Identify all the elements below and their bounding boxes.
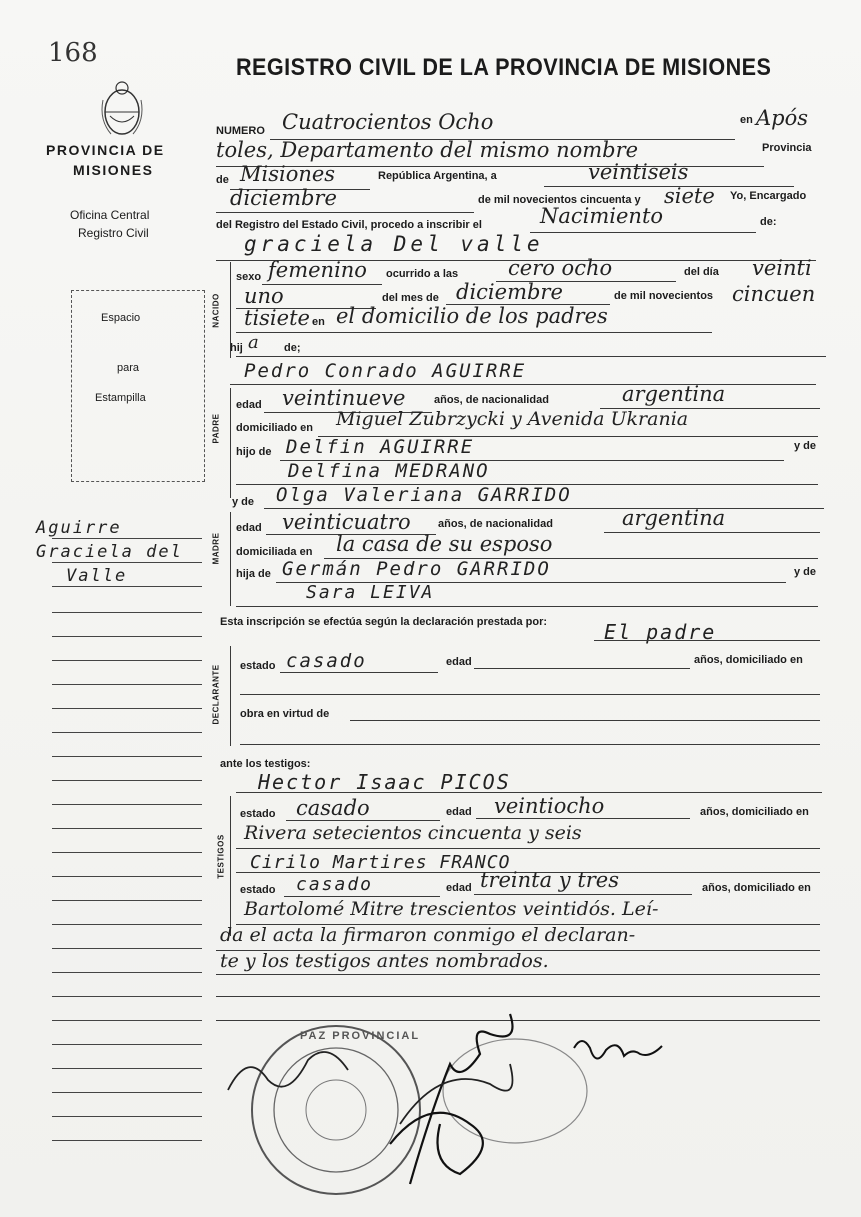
- label-hijo-de: hijo de: [236, 446, 272, 458]
- value-padre-edad: veintinueve: [282, 386, 406, 410]
- label-madre-edad: edad: [236, 522, 262, 534]
- signature-official-icon: [370, 1004, 540, 1194]
- label-t2-edad: edad: [446, 882, 472, 894]
- label-decl-anos-dom: años, domiciliado en: [694, 654, 803, 666]
- value-declarante: El padre: [604, 620, 717, 644]
- value-tipo: Nacimiento: [540, 204, 664, 228]
- value-anio-nac2: tisiete: [244, 306, 310, 330]
- margin-note-1: Aguirre: [36, 518, 122, 538]
- value-t1-dom: Rivera setecientos cincuenta y seis: [244, 822, 582, 844]
- label-inscripcion: Esta inscripción se efectúa según la declaración prestada por:: [220, 616, 548, 628]
- label-numero: NUMERO: [216, 125, 265, 137]
- value-t1-edad: veintiocho: [494, 794, 605, 818]
- value-t2-dom1: Bartolomé Mitre trescientos veintidós. Leí-: [244, 898, 659, 920]
- label-del-mes: del mes de: [382, 292, 439, 304]
- value-t2-dom3: te y los testigos antes nombrados.: [220, 950, 549, 972]
- value-madre-dom: la casa de su esposo: [336, 532, 553, 556]
- label-t1-edad: edad: [446, 806, 472, 818]
- value-t2-dom2: da el acta la firmaron conmigo el declaran-: [220, 924, 636, 946]
- value-padre: Pedro Conrado AGUIRRE: [244, 360, 527, 382]
- side-label-madre: MADRE: [211, 532, 221, 565]
- label-t1-anos-dom: años, domiciliado en: [700, 806, 809, 818]
- stamp-label-1: Espacio: [101, 312, 141, 324]
- label-del-dia: del día: [684, 266, 719, 278]
- label-yo-encargado: Yo, Encargado: [730, 190, 807, 202]
- label-hija-de: hija de: [236, 568, 271, 580]
- coat-of-arms-icon: [97, 80, 147, 138]
- value-testigo2: Cirilo Martires FRANCO: [250, 852, 511, 873]
- value-mes-nac: diciembre: [456, 280, 563, 304]
- value-madre: Olga Valeriana GARRIDO: [276, 484, 572, 506]
- label-padre-edad: edad: [236, 399, 262, 411]
- value-nombre: graciela Del valle: [244, 232, 544, 256]
- label-padre-anos-nac: años, de nacionalidad: [434, 394, 549, 406]
- value-numero: Cuatrocientos Ocho: [282, 110, 494, 134]
- value-t2-edad: treinta y tres: [480, 868, 620, 892]
- document-title: REGISTRO CIVIL DE LA PROVINCIA DE MISIONES: [236, 54, 772, 81]
- margin-note-3: Valle: [66, 566, 128, 586]
- label-en-nac: en: [312, 316, 325, 328]
- side-label-padre: PADRE: [211, 413, 221, 444]
- label-mil-nov2: de mil novecientos: [614, 290, 714, 302]
- province-name-2: MISIONES: [73, 162, 154, 178]
- seal-text: PAZ PROVINCIAL: [300, 1030, 421, 1042]
- value-dia-nac2: uno: [244, 284, 284, 308]
- value-provincia: Misiones: [240, 162, 336, 186]
- value-t2-estado: casado: [296, 874, 374, 895]
- stamp-label-2: para: [117, 362, 140, 374]
- value-dia: veintiseis: [588, 160, 689, 184]
- label-registro: del Registro del Estado Civil, procedo a inscribir el: [216, 219, 482, 231]
- value-hij-suffix: a: [248, 332, 259, 353]
- value-abuelo-p: Delfin AGUIRRE: [286, 436, 475, 458]
- value-anio: siete: [664, 184, 715, 208]
- label-de: de: [216, 174, 229, 186]
- value-lugar: toles, Departamento del mismo nombre: [216, 138, 639, 162]
- doc-number: 168: [48, 38, 98, 68]
- value-abuelo-m: Germán Pedro GARRIDO: [282, 558, 551, 580]
- margin-note-2: Graciela del: [36, 542, 183, 562]
- side-label-testigos: TESTIGOS: [216, 834, 226, 879]
- value-mes: diciembre: [230, 186, 337, 210]
- label-madre-domiciliada: domiciliada en: [236, 546, 313, 558]
- value-sexo: femenino: [268, 258, 367, 282]
- value-testigo1: Hector Isaac PICOS: [258, 770, 511, 794]
- stamp-label-3: Estampilla: [95, 392, 146, 404]
- label-padre-domiciliado: domiciliado en: [236, 422, 314, 434]
- value-decl-estado: casado: [286, 650, 367, 672]
- province-name-1: PROVINCIA DE: [46, 142, 165, 158]
- label-padre-y-de: y de: [794, 440, 817, 452]
- value-madre-edad: veinticuatro: [282, 510, 411, 534]
- label-hij: hij: [230, 342, 243, 354]
- side-label-declarante: DECLARANTE: [211, 664, 221, 725]
- office-line-2: Registro Civil: [78, 226, 149, 240]
- label-decl-edad: edad: [446, 656, 472, 668]
- label-t2-anos-dom: años, domiciliado en: [702, 882, 811, 894]
- label-provincia: Provincia: [762, 142, 812, 154]
- value-hora: cero ocho: [508, 256, 613, 280]
- label-mil-nov: de mil novecientos cincuenta y: [478, 194, 641, 206]
- value-abuela-m: Sara LEIVA: [306, 582, 435, 603]
- value-padre-dom: Miguel Zubrzycki y Avenida Ukrania: [336, 408, 689, 430]
- value-padre-nac: argentina: [622, 382, 726, 406]
- value-lugar-nac: el domicilio de los padres: [336, 304, 608, 328]
- value-anio-nac1: cincuen: [732, 282, 816, 306]
- label-t2-estado: estado: [240, 884, 276, 896]
- label-decl-estado: estado: [240, 660, 276, 672]
- label-republica: República Argentina, a: [378, 170, 497, 182]
- label-sexo: sexo: [236, 271, 262, 283]
- value-t1-estado: casado: [296, 796, 370, 820]
- label-ocurrido: ocurrido a las: [386, 268, 459, 280]
- value-en: Após: [756, 106, 809, 130]
- label-t1-estado: estado: [240, 808, 276, 820]
- label-madre-anos-nac: años, de nacionalidad: [438, 518, 553, 530]
- label-madre-y-de: y de: [794, 566, 817, 578]
- label-de-colon: de:: [760, 216, 777, 228]
- label-en: en: [740, 114, 753, 126]
- side-label-nacido: NACIDO: [211, 293, 221, 328]
- label-y-de-madre: y de: [232, 496, 255, 508]
- office-line-1: Oficina Central: [70, 208, 150, 222]
- signature-witness-icon: [218, 1030, 358, 1110]
- value-madre-nac: argentina: [622, 506, 726, 530]
- label-testigos: ante los testigos:: [220, 758, 311, 770]
- value-dia-nac1: veinti: [752, 256, 812, 280]
- label-hij-de: de;: [284, 342, 301, 354]
- label-obra: obra en virtud de: [240, 708, 330, 720]
- value-abuela-p: Delfina MEDRANO: [288, 460, 490, 482]
- signature-declarant-icon: [566, 1028, 666, 1078]
